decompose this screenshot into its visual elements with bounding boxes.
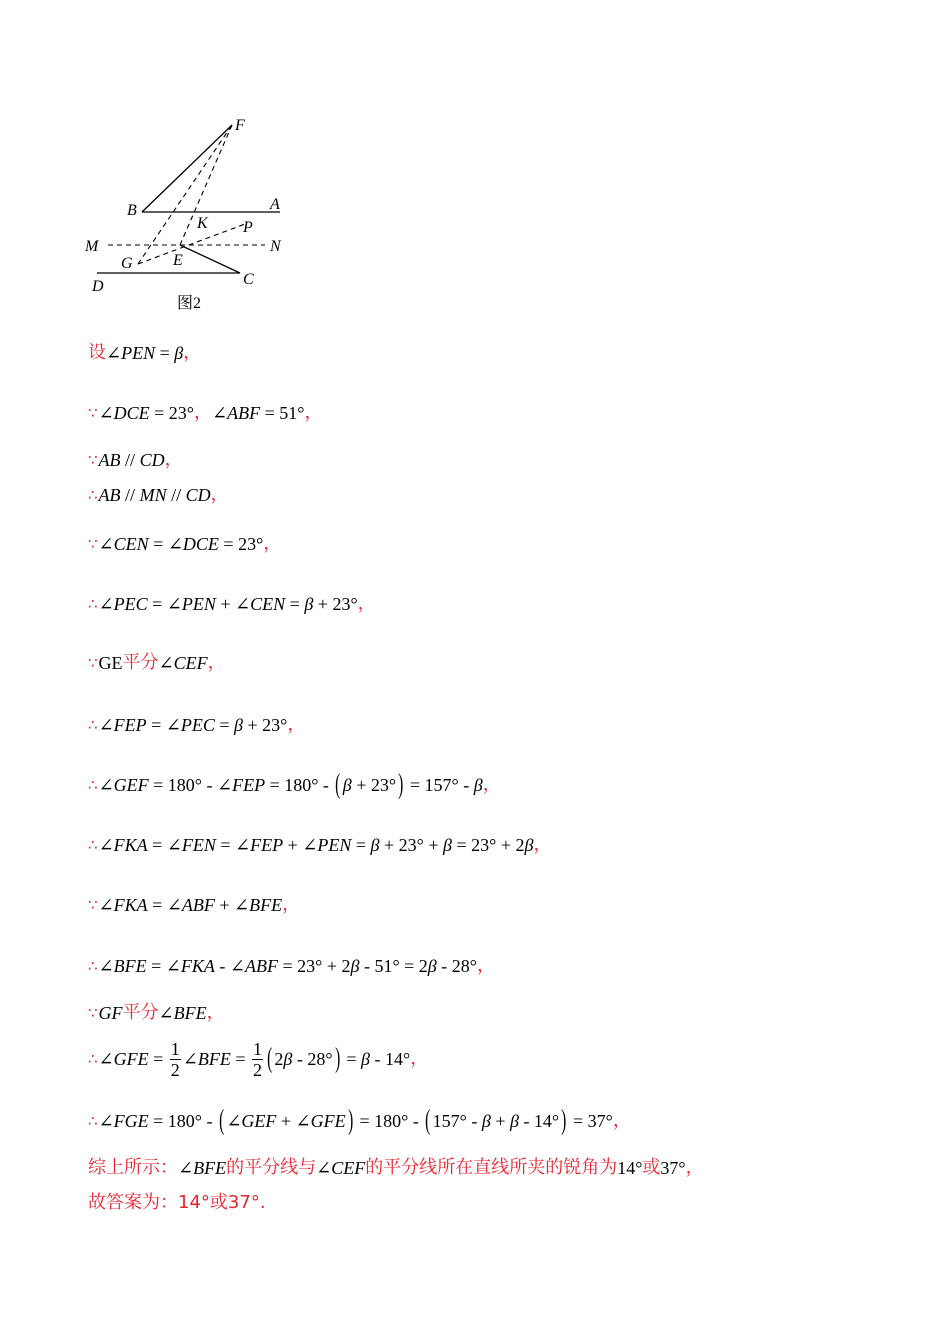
line-17: 故 答 案 为 ： 1 4 ° 或 3 7 ° . (88, 1192, 266, 1213)
label-B: B (127, 202, 137, 219)
label-M: M (85, 238, 99, 255)
label-A: A (270, 196, 280, 213)
line-GP (138, 224, 245, 264)
line-05: ∵ ∠ C E N = ∠ D C E = 23° ， (88, 533, 282, 554)
figure-svg (80, 112, 300, 317)
line-03: ∵ A B // C D ， (88, 449, 183, 470)
label-D: D (92, 278, 104, 295)
line-01: 设 ∠ P E N = β ， (88, 342, 202, 363)
line-13: ∵ G F 平 分 ∠ B F E ， (88, 1002, 225, 1023)
line-14: ∴ ∠ G F E = $\frac{1}{2}$ ∠ B F E = $\frac{1}{2}$ ( 2 β - 28° ) = β - 14° ， (88, 1038, 429, 1080)
fraction-half: $\frac{1}{2}$ (170, 1038, 180, 1080)
geometry-figure (80, 112, 300, 317)
label-E: E (173, 252, 183, 269)
line-15: ∴ ∠ F G E = 180° - ( ∠ G E F + ∠ G F E ) = 180° - ( 157° - β + β - 14° ) = 37° ， (88, 1105, 631, 1136)
label-N: N (270, 238, 281, 255)
label-F: F (235, 117, 245, 134)
label-C: C (243, 271, 254, 288)
label-K: K (197, 215, 208, 232)
line-04: ∴ A B // M N // C D ， (88, 484, 229, 505)
figure-caption: 图2 (177, 295, 202, 312)
line-09: ∴ ∠ G E F = 180° - ∠ F E P = 180° - ( β + 23° ) = 157° - β ， (88, 769, 501, 800)
label-G: G (121, 255, 133, 272)
label-P: P (243, 219, 253, 236)
line-02: ∵ ∠ D C E = 23° ， ∠ A B F = 51° ， (88, 402, 323, 423)
line-10: ∴ ∠ F K A = ∠ F E N = ∠ F E P + ∠ P E N = β + 23° + β = 23° + 2 β ， (88, 834, 552, 855)
line-06: ∴ ∠ P E C = ∠ P E N + ∠ C E N = β + 23° ， (88, 593, 376, 614)
line-BF (142, 125, 232, 212)
line-EC (180, 245, 240, 273)
line-12: ∴ ∠ B F E = ∠ F K A - ∠ A B F = 23° + 2 β - 51° = 2 β - 28° ， (88, 955, 495, 976)
line-07: ∵ GE 平 分 ∠ C E F ， (88, 652, 226, 673)
line-11: ∵ ∠ F K A = ∠ A B F + ∠ B F E ， (88, 894, 301, 915)
line-08: ∴ ∠ F E P = ∠ P E C = β + 23° ， (88, 714, 306, 735)
line-16: 综 上 所 示 ： ∠ B F E 的 平 分 线 与 ∠ C E F 的 平 分 线 所 在 直 线 所 夹 的 锐 角 为 14° 或 37° ， (88, 1157, 704, 1178)
line-GF (138, 125, 232, 264)
fraction-half: $\frac{1}{2}$ (253, 1038, 263, 1080)
